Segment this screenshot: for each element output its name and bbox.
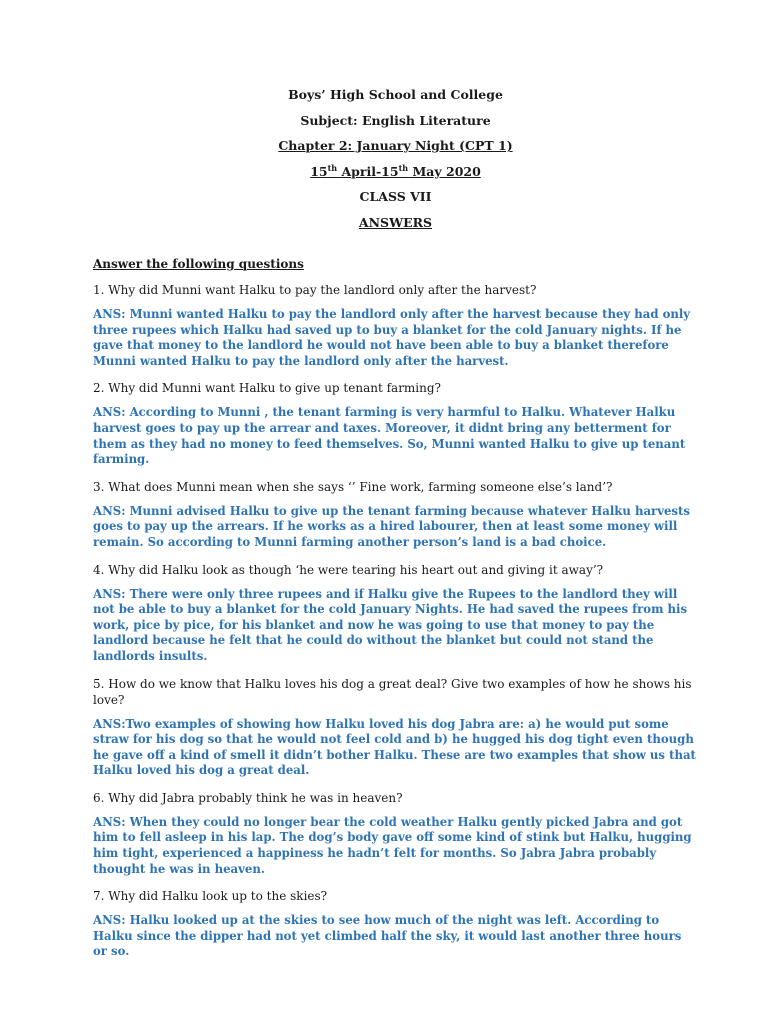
subject-line: Subject: English Literature <box>300 112 491 128</box>
question-2: 2. Why did Munni want Halku to give up tenant farming? <box>93 381 441 396</box>
question-3: 3. What does Munni mean when she says ‘’ Fine work, farming someone else’s land’? <box>93 479 613 494</box>
question-6: 6. Why did Jabra probably think he was in heaven? <box>93 790 403 805</box>
answer-2: ANS: According to Munni , the tenant farming is very harmful to Halku. Whatever Halku harvest goes to pay up the arrear and taxes. Moreover, it didnt bring any betterment for them as they had no money to feed themselves. So, Munni wanted Halku to give up tenant farming. <box>93 405 686 467</box>
question-4: 4. Why did Halku look as though ‘he were tearing his heart out and giving it away’? <box>93 562 604 577</box>
answer-5: ANS:Two examples of showing how Halku loved his dog Jabra are: a) he would put some straw for his dog so that he would not feel cold and b) he hugged his dog tight even though he gave off a kind of smell it didn’t bother Halku. These are two examples that show us that Halku loved his dog a great deal. <box>93 716 696 778</box>
question-7: 7. Why did Halku look up to the skies? <box>93 889 328 904</box>
answer-7: ANS: Halku looked up at the skies to see how much of the night was left. According to Halku since the dipper had not yet climbed half the sky, it would last another three hours or so. <box>93 913 682 959</box>
chapter-line: Chapter 2: January Night (CPT 1) <box>278 138 513 153</box>
answer-1: ANS: Munni wanted Halku to pay the landlord only after the harvest because they had only three rupees which Halku had saved up to buy a blanket for the cold January nights. If he gave that money to the landlord he would not have been able to buy a blanket therefore Munni wanted Halku to pay the landlord only after the harvest. <box>93 307 691 368</box>
question-5: 5. How do we know that Halku loves his dog a great deal? Give two examples of how he shows his love? <box>93 676 692 707</box>
answer-4: ANS: There were only three rupees and if Halku give the Rupees to the landlord they will not be able to buy a blanket for the cold January Nights. He had saved the rupees from his work, pice by pice, for his blanket and now he was going to use that money to pay the landlord because he felt that he could do without the blanket but could not stand the landlords insults. <box>93 586 688 663</box>
class-line: CLASS VII <box>359 189 432 204</box>
instructions-heading: Answer the following questions <box>93 257 304 271</box>
school-name: Boys’ High School and College <box>288 87 503 102</box>
question-1: 1. Why did Munni want Halku to pay the landlord only after the harvest? <box>93 283 537 297</box>
answer-3: ANS: Munni advised Halku to give up the tenant farming because whatever Halku harvests goes to pay up the arrears. If he works as a hired labourer, then at least some money will remain. So according to Munni farming another person’s land is a bad choice. <box>93 503 690 549</box>
answer-6: ANS: When they could no longer bear the cold weather Halku gently picked Jabra and got him to fell asleep in his lap. The dog’s body gave off some kind of stink but Halku, hugging him tight, experienced a happiness he hadn’t felt for months. So Jabra Jabra probably thought he was in heaven. <box>93 814 692 876</box>
date-line: 15th April-15th May 2020 <box>310 162 481 179</box>
answers-heading: ANSWERS <box>358 214 433 230</box>
